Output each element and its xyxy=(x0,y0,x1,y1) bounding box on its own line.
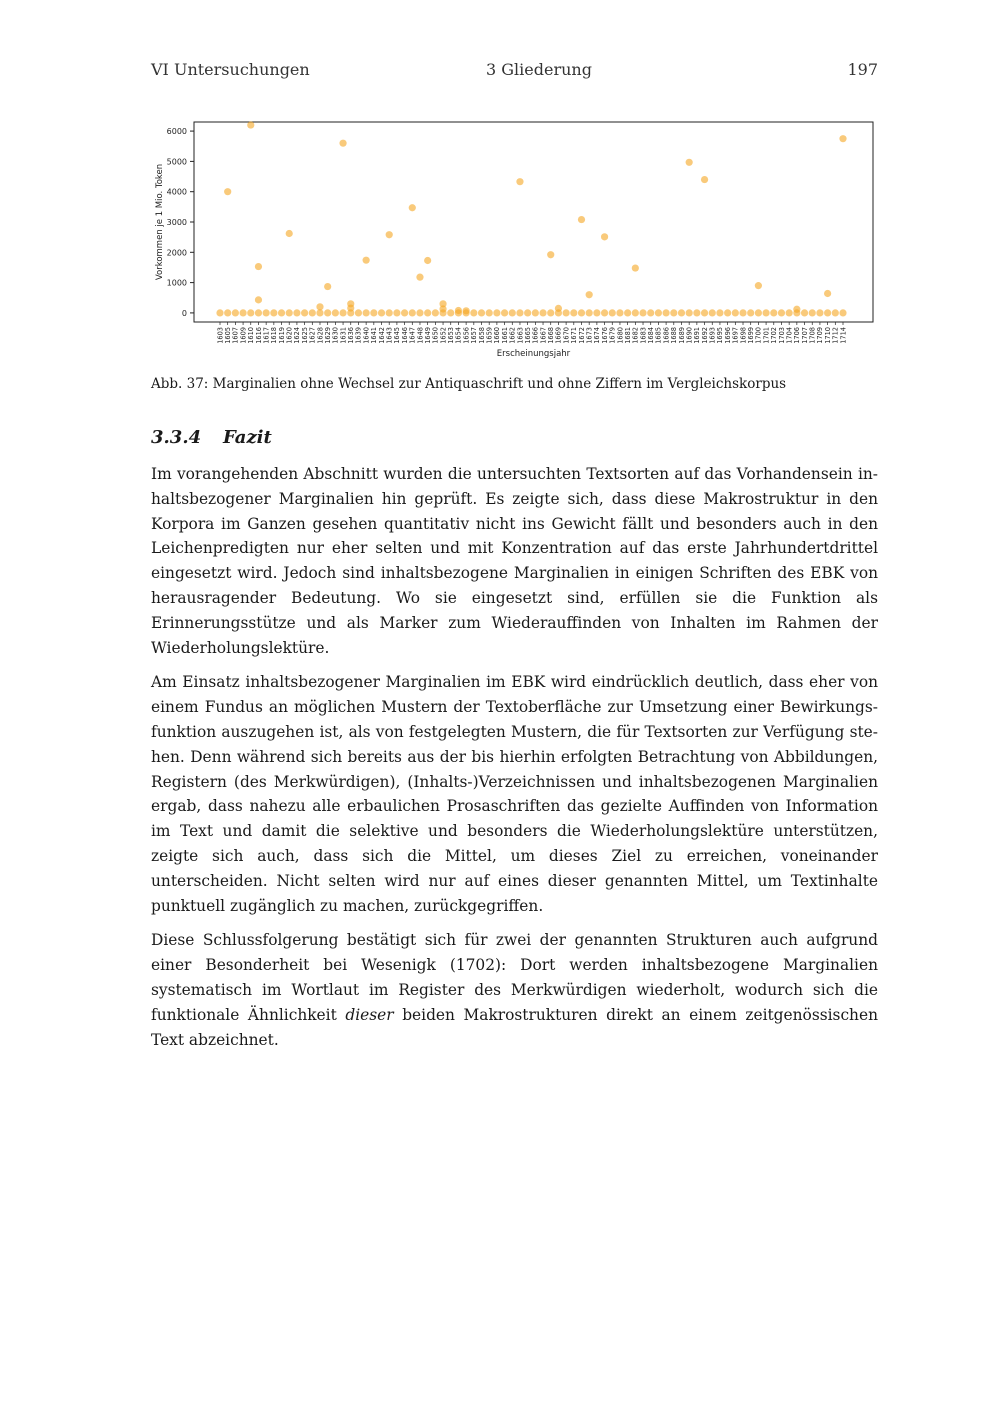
x-tick-label: 1645 xyxy=(393,327,402,344)
x-tick-label: 1668 xyxy=(547,327,556,344)
x-tick-label: 1684 xyxy=(647,327,656,344)
data-point xyxy=(386,309,393,316)
y-tick-label: 2000 xyxy=(166,248,187,258)
data-point xyxy=(755,282,762,289)
x-tick-label: 1702 xyxy=(770,327,779,344)
paragraph: Im vorangehenden Abschnitt wurden die untersuchten Textsorten auf das Vorhandensein inhaltsbezogener Marginalien hin geprüft. Es zeigte sich, dass diese Makrostruktur in den Korpora im Ganzen gesehen quantitativ nicht ins Gewicht fällt und besonders auch in den Leichenpredigten nur eher selten und mit Konzentration auf das erste Jahrhundertdrittel eingesetzt wird. Jedoch sind inhaltsbezogene Marginalien in einigen Schriften des EBK von herausragender Bedeutung. Wo sie eingesetzt sind, erfüllen sie die Funktion als Erinnerungsstütze und als Marker zum Wiederauffinden von Inhalten im Rahmen der Wiederholungslektüre. xyxy=(151,465,878,657)
x-tick-label: 1659 xyxy=(485,327,494,344)
x-tick-label: 1657 xyxy=(470,327,479,344)
data-point xyxy=(801,309,808,316)
data-point xyxy=(332,309,339,316)
data-point xyxy=(270,309,277,316)
data-point xyxy=(724,309,731,316)
running-head-section: 3 Gliederung xyxy=(486,60,592,79)
x-tick-label: 1707 xyxy=(800,327,809,344)
data-point xyxy=(509,309,516,316)
x-tick-label: 1682 xyxy=(631,327,640,344)
x-tick-label: 1704 xyxy=(785,327,794,344)
data-point xyxy=(709,309,716,316)
x-tick-label: 1641 xyxy=(370,327,379,344)
data-point xyxy=(747,309,754,316)
data-point xyxy=(224,309,231,316)
data-point xyxy=(301,309,308,316)
x-tick-label: 1618 xyxy=(270,327,279,344)
x-tick-label: 1697 xyxy=(731,327,740,344)
data-point xyxy=(793,306,800,313)
x-tick-label: 1629 xyxy=(323,327,332,344)
data-point xyxy=(363,257,370,264)
data-point xyxy=(224,188,231,195)
x-tick-label: 1663 xyxy=(516,327,525,344)
data-point xyxy=(324,283,331,290)
data-point xyxy=(547,251,554,258)
data-point xyxy=(493,309,500,316)
x-tick-label: 1605 xyxy=(223,327,232,344)
data-point xyxy=(409,309,416,316)
data-point xyxy=(624,309,631,316)
data-point xyxy=(501,309,508,316)
x-tick-label: 1646 xyxy=(400,327,409,344)
data-point xyxy=(355,309,362,316)
x-tick-label: 1665 xyxy=(523,327,532,344)
x-tick-label: 1616 xyxy=(254,327,263,344)
data-point xyxy=(570,309,577,316)
x-tick-label: 1624 xyxy=(293,327,302,344)
x-tick-label: 1666 xyxy=(531,327,540,344)
data-point xyxy=(455,307,462,314)
data-point xyxy=(247,121,254,128)
data-point xyxy=(424,257,431,264)
data-point xyxy=(686,159,693,166)
data-point xyxy=(416,274,423,281)
data-point xyxy=(524,309,531,316)
x-tick-label: 1660 xyxy=(493,327,502,344)
data-point xyxy=(278,309,285,316)
x-tick-label: 1653 xyxy=(447,327,456,344)
data-point xyxy=(409,204,416,211)
x-tick-label: 1625 xyxy=(300,327,309,344)
x-tick-label: 1639 xyxy=(354,327,363,344)
y-tick-label: 3000 xyxy=(166,218,187,227)
y-tick-label: 5000 xyxy=(166,157,187,167)
data-point xyxy=(547,309,554,316)
data-point xyxy=(216,309,223,316)
data-point xyxy=(255,263,262,270)
x-tick-label: 1688 xyxy=(670,327,679,344)
x-tick-label: 1709 xyxy=(816,327,825,344)
data-point xyxy=(386,231,393,238)
x-tick-label: 1662 xyxy=(508,327,517,344)
paragraph xyxy=(151,928,878,1052)
x-tick-label: 1673 xyxy=(585,327,594,344)
x-tick-label: 1696 xyxy=(723,327,732,344)
x-tick-label: 1680 xyxy=(616,327,625,344)
x-tick-label: 1627 xyxy=(308,327,317,344)
data-point xyxy=(839,135,846,142)
x-tick-label: 1648 xyxy=(416,327,425,344)
data-point xyxy=(601,309,608,316)
x-tick-label: 1670 xyxy=(562,327,571,344)
data-point xyxy=(701,309,708,316)
data-point xyxy=(439,305,446,312)
plot-frame xyxy=(194,122,873,322)
x-tick-label: 1714 xyxy=(839,327,848,344)
x-tick-label: 1685 xyxy=(654,327,663,344)
x-tick-label: 1647 xyxy=(408,327,417,344)
data-point xyxy=(363,309,370,316)
data-point xyxy=(286,309,293,316)
data-point xyxy=(255,296,262,303)
data-point xyxy=(647,309,654,316)
x-tick-label: 1642 xyxy=(377,327,386,344)
data-point xyxy=(532,309,539,316)
y-tick-label: 4000 xyxy=(166,187,187,197)
x-tick-label: 1698 xyxy=(739,327,748,344)
data-point xyxy=(824,309,831,316)
x-tick-label: 1619 xyxy=(277,327,286,344)
data-point xyxy=(463,307,470,314)
data-point xyxy=(563,309,570,316)
y-axis-label: Vorkommen je 1 Mio. Token xyxy=(155,163,165,281)
data-point xyxy=(701,176,708,183)
x-tick-label: 1679 xyxy=(608,327,617,344)
data-point xyxy=(539,309,546,316)
section-number: 3.3.4 xyxy=(151,427,202,448)
data-point xyxy=(809,309,816,316)
figure-caption: Abb. 37: Marginalien ohne Wechsel zur Antiquaschrift und ohne Ziffern im Vergleichskorpus xyxy=(151,376,787,392)
x-tick-label: 1652 xyxy=(439,327,448,344)
data-point xyxy=(716,309,723,316)
x-tick-label: 1708 xyxy=(808,327,817,344)
data-point xyxy=(639,309,646,316)
paragraph: Am Einsatz inhaltsbezogener Marginalien im EBK wird eindrücklich deutlich, dass eher von einem Fundus an möglichen Mustern der Textoberfläche zur Umsetzung einer Bewirkungsfunktion auszugehen ist, als von festgelegten Mustern, die für Textsorten zur Verfügung stehen. Denn während sich bereits aus der bis hierhin erfolgten Betrachtung von Abbildungen, Registern (des Merkwürdigen), (Inhalts-)Verzeichnissen und inhaltsbezogenen Marginalien ergab, dass nahezu alle erbaulichen Prosaschriften das gezielte Auffinden von Information im Text und damit die selektive und besonders die Wiederholungslektüre unterstützen, zeigte sich auch, dass sich die Mittel, um dieses Ziel zu erreichen, voneinander unterscheiden. Nicht selten wird nur auf eines dieser genannten Mittel, um Textinhalte punktuell zugänglich zu machen, zurückgegriffen. xyxy=(151,673,878,915)
data-point xyxy=(247,309,254,316)
data-point xyxy=(478,309,485,316)
data-point xyxy=(239,309,246,316)
page-number: 197 xyxy=(847,60,878,79)
x-tick-label: 1703 xyxy=(777,327,786,344)
data-point xyxy=(586,291,593,298)
x-tick-label: 1656 xyxy=(462,327,471,344)
x-tick-label: 1628 xyxy=(316,327,325,344)
x-tick-label: 1631 xyxy=(339,327,348,344)
x-tick-label: 1654 xyxy=(454,327,463,344)
data-point xyxy=(470,309,477,316)
x-tick-label: 1712 xyxy=(831,327,840,344)
data-point xyxy=(655,309,662,316)
y-tick-label: 6000 xyxy=(166,127,187,137)
data-point xyxy=(393,309,400,316)
data-point xyxy=(578,216,585,223)
data-point xyxy=(347,304,354,311)
data-point xyxy=(839,309,846,316)
data-point xyxy=(632,309,639,316)
data-point xyxy=(255,309,262,316)
data-point xyxy=(824,290,831,297)
data-point xyxy=(578,309,585,316)
section-title: Fazit xyxy=(223,427,272,448)
data-point xyxy=(339,309,346,316)
running-head-chapter: VI Untersuchungen xyxy=(151,60,310,79)
x-tick-label: 1701 xyxy=(762,327,771,344)
x-tick-label: 1710 xyxy=(823,327,832,344)
data-point xyxy=(432,309,439,316)
x-tick-label: 1695 xyxy=(716,327,725,344)
running-head xyxy=(151,60,878,82)
x-tick-label: 1671 xyxy=(570,327,579,344)
data-point xyxy=(816,309,823,316)
y-tick-label: 1000 xyxy=(166,278,187,288)
data-point xyxy=(424,309,431,316)
data-point xyxy=(739,309,746,316)
data-point xyxy=(770,309,777,316)
paragraph-text: beiden Makrostrukturen direkt an einem zeitgenössischen Text abzeichnet. xyxy=(151,1005,878,1049)
data-point xyxy=(293,309,300,316)
x-tick-label: 1609 xyxy=(239,327,248,344)
data-point xyxy=(486,309,493,316)
x-tick-label: 1692 xyxy=(700,327,709,344)
section-heading xyxy=(151,427,878,448)
data-point xyxy=(401,309,408,316)
x-tick-label: 1690 xyxy=(685,327,694,344)
x-tick-label: 1643 xyxy=(385,327,394,344)
data-point xyxy=(555,305,562,312)
data-point xyxy=(778,309,785,316)
x-tick-label: 1676 xyxy=(600,327,609,344)
data-point xyxy=(339,140,346,147)
data-point xyxy=(616,309,623,316)
data-point xyxy=(670,309,677,316)
data-point xyxy=(601,233,608,240)
data-point xyxy=(755,309,762,316)
data-point xyxy=(632,264,639,271)
x-tick-label: 1672 xyxy=(577,327,586,344)
data-point xyxy=(832,309,839,316)
data-point xyxy=(609,309,616,316)
data-point xyxy=(732,309,739,316)
x-tick-label: 1607 xyxy=(231,327,240,344)
x-tick-label: 1693 xyxy=(708,327,717,344)
data-point xyxy=(309,309,316,316)
x-tick-label: 1669 xyxy=(554,327,563,344)
data-point xyxy=(286,230,293,237)
data-point xyxy=(232,309,239,316)
data-point xyxy=(686,309,693,316)
data-point xyxy=(370,309,377,316)
x-tick-label: 1674 xyxy=(593,327,602,344)
x-tick-label: 1658 xyxy=(477,327,486,344)
emphasis-text: dieser xyxy=(345,1005,394,1024)
data-point xyxy=(678,309,685,316)
x-tick-label: 1686 xyxy=(662,327,671,344)
x-tick-label: 1681 xyxy=(623,327,632,344)
data-point xyxy=(693,309,700,316)
x-axis-label: Erscheinungsjahr xyxy=(496,349,571,359)
data-point xyxy=(324,309,331,316)
x-tick-label: 1617 xyxy=(262,327,271,344)
x-tick-label: 1650 xyxy=(431,327,440,344)
data-point xyxy=(263,309,270,316)
x-tick-label: 1706 xyxy=(793,327,802,344)
y-tick-label: 0 xyxy=(181,308,187,318)
x-tick-label: 1620 xyxy=(285,327,294,344)
x-tick-label: 1640 xyxy=(362,327,371,344)
x-tick-label: 1630 xyxy=(331,327,340,344)
data-point xyxy=(447,309,454,316)
data-point xyxy=(586,309,593,316)
x-tick-label: 1691 xyxy=(693,327,702,344)
data-point xyxy=(762,309,769,316)
x-tick-label: 1610 xyxy=(247,327,256,344)
x-tick-label: 1636 xyxy=(347,327,356,344)
x-tick-label: 1689 xyxy=(677,327,686,344)
data-point xyxy=(786,309,793,316)
data-point xyxy=(593,309,600,316)
body-text xyxy=(151,462,878,1062)
x-tick-label: 1699 xyxy=(747,327,756,344)
data-point xyxy=(416,309,423,316)
scatter-chart xyxy=(150,116,880,361)
data-point xyxy=(516,309,523,316)
x-tick-label: 1700 xyxy=(754,327,763,344)
x-tick-label: 1649 xyxy=(423,327,432,344)
data-point xyxy=(662,309,669,316)
x-tick-label: 1683 xyxy=(639,327,648,344)
x-tick-label: 1667 xyxy=(539,327,548,344)
x-tick-label: 1661 xyxy=(500,327,509,344)
data-point xyxy=(316,303,323,310)
data-point xyxy=(516,178,523,185)
data-point xyxy=(378,309,385,316)
x-tick-label: 1603 xyxy=(216,327,225,344)
paragraph-text: Diese Schlussfolgerung bestätigt sich für zwei der genannten Strukturen auch aufgrund einer Besonderheit bei Wesenigk (1702): Dort werden inhaltsbezogene Marginalien systematisch im Wortlaut im Register des Merkwürdigen wiederholt, wodurch sich die funktionale Ähnlichkeit xyxy=(151,931,878,1024)
